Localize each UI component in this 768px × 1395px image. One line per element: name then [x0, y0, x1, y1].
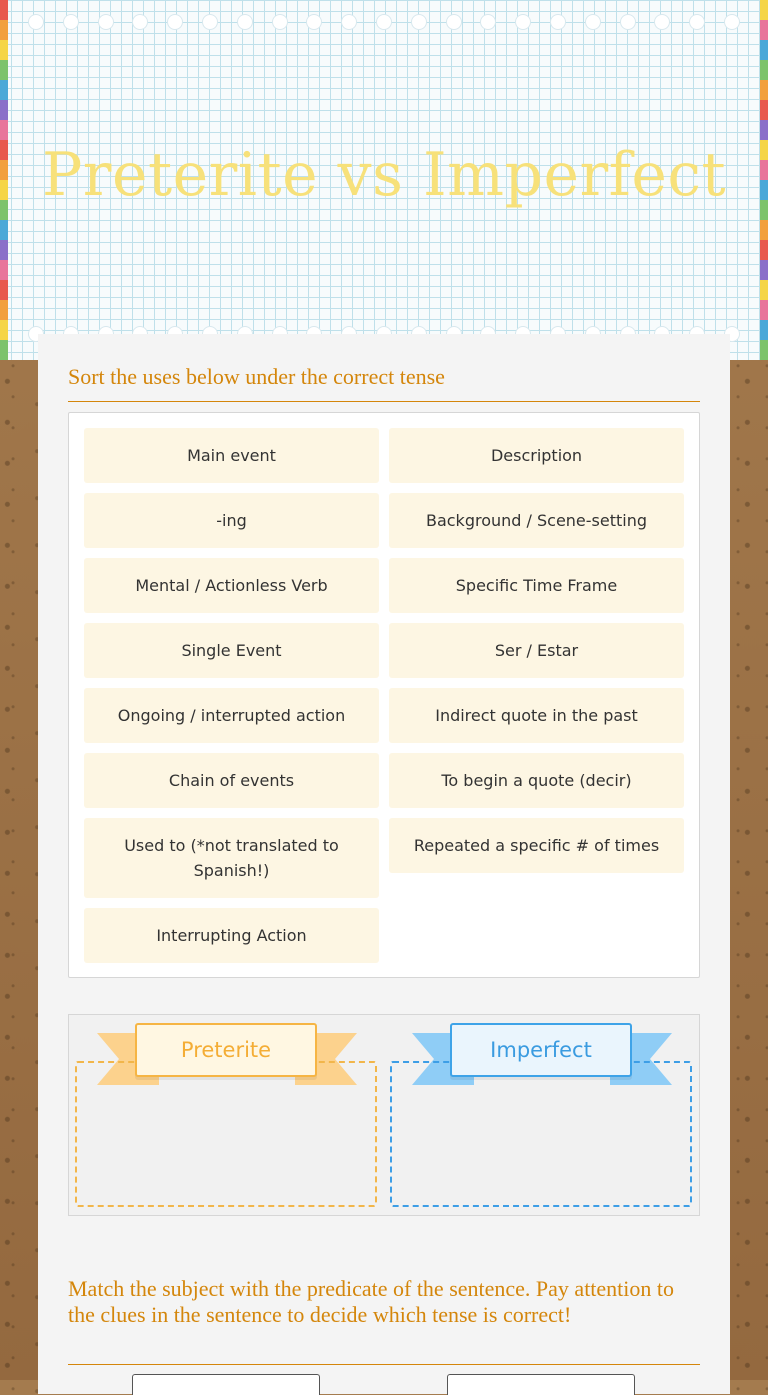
sort-chip[interactable]: Background / Scene-setting [389, 493, 684, 548]
sort-chip[interactable]: Single Event [84, 623, 379, 678]
sort-chip[interactable]: Interrupting Action [84, 908, 379, 963]
match-predicate-slot[interactable] [447, 1374, 635, 1395]
sort-items-box [68, 412, 700, 978]
preterite-label: Preterite [135, 1023, 317, 1077]
sort-chip[interactable]: Description [389, 428, 684, 483]
sort-chip[interactable]: Ser / Estar [389, 623, 684, 678]
worksheet-header [0, 0, 768, 360]
sorting-bins [68, 1014, 700, 1216]
sort-chip[interactable]: To begin a quote (decir) [389, 753, 684, 808]
sort-section-title: Sort the uses below under the correct tense [68, 364, 445, 389]
page-title: Preterite vs Imperfect [41, 140, 727, 210]
imperfect-drop-zone[interactable] [390, 1061, 692, 1207]
match-section-title: Match the subject with the predicate of the sentence. Pay attention to the clues in the sentence to decide which tense is correct! [68, 1276, 675, 1327]
preterite-drop-zone[interactable] [75, 1061, 377, 1207]
sort-column-right [389, 428, 684, 963]
imperfect-label: Imperfect [450, 1023, 632, 1077]
sort-chip[interactable]: Ongoing / interrupted action [84, 688, 379, 743]
match-subject-slot[interactable] [132, 1374, 320, 1395]
sort-chip[interactable]: Used to (*not translated to Spanish!) [84, 818, 379, 898]
sort-chip[interactable]: Main event [84, 428, 379, 483]
sort-chip[interactable]: -ing [84, 493, 379, 548]
sort-chip[interactable]: Chain of events [84, 753, 379, 808]
sort-column-left [84, 428, 379, 963]
sort-section-divider [68, 401, 700, 402]
sort-chip[interactable]: Specific Time Frame [389, 558, 684, 613]
binder-holes-top [28, 14, 740, 32]
worksheet-card [38, 334, 730, 1394]
sort-chip[interactable]: Mental / Actionless Verb [84, 558, 379, 613]
match-section-divider [68, 1364, 700, 1365]
sort-chip[interactable]: Repeated a specific # of times [389, 818, 684, 873]
sort-chip[interactable]: Indirect quote in the past [389, 688, 684, 743]
